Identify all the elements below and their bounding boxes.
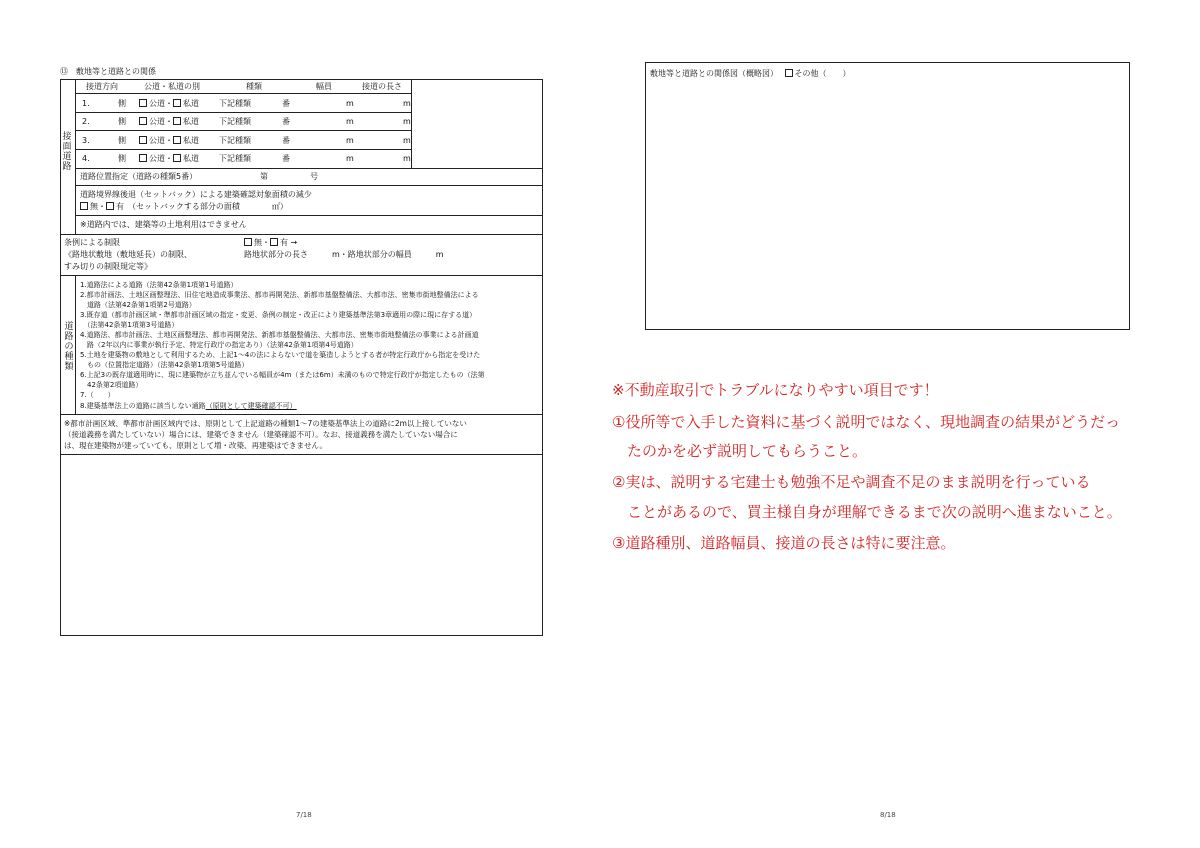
page-number-right: 8/18 — [880, 811, 896, 819]
warning-line: ③道路種別、道路幅員、接道の長さは特に要注意。 — [612, 534, 956, 552]
ordinance-options: 無・ 有 → — [244, 238, 297, 248]
note-line: ※都市計画区域、準都市計画区域内では、原則として上記道路の種類1～7の建築基準法上の道路に2m以上接していない — [64, 419, 467, 428]
warning-line: たのかを必ず説明してもらうこと。 — [612, 442, 868, 460]
road-kind-item: 道路（法第42条第1項第2号道路） — [80, 301, 196, 309]
position-go: 号 — [310, 172, 318, 181]
ordinance-title: 条例による制限 — [64, 238, 120, 247]
ordinance-line3: すみ切りの制限規定等》 — [64, 262, 152, 271]
side-label-kind: 道路の種類 — [64, 322, 74, 372]
setback-yes-checkbox[interactable] — [106, 202, 114, 210]
road-kind-item: （法第42条第1項第3号道路） — [80, 321, 179, 329]
public-checkbox[interactable] — [139, 154, 147, 162]
section-title: ⑬ 敷地等と道路との関係 — [60, 67, 156, 76]
setback-options: 無・ 有 （セットバックする部分の面積 ㎡） — [80, 202, 288, 212]
warning-line: ことがあるので、買主様自身が理解できるまで次の説明へ進まないこと。 — [612, 503, 1122, 521]
diagram-box[interactable] — [645, 62, 1130, 330]
road-kind-item: もの（位置指定道路）（法第42条第1項第5号道路） — [80, 361, 249, 369]
warning-line: ②実は、説明する宅建士も勉強不足や調査不足のまま説明を行っている — [612, 473, 1091, 491]
note-line: は、現在建築物が建っていても、原則として増・改築、再建築はできません。 — [64, 441, 327, 450]
ordinance-line2: 《路地状敷地（敷地延長）の制限、 — [64, 250, 192, 259]
header-length: 接道の長さ — [362, 82, 402, 91]
header-kind: 種類 — [246, 82, 262, 91]
road-kind-item: 路（2年以内に事業が執行予定、特定行政庁の指定あり）（法第42条第1項第4号道路） — [80, 341, 358, 349]
header-direction: 接道方向 — [86, 82, 118, 91]
road-kind-item: 3.既存道（都市計画区域・準都市計画区域の指定・変更、条例の制定・改正により建築基準法第3章適用の際に現に存する道） — [80, 311, 477, 319]
other-checkbox[interactable] — [785, 69, 793, 77]
road-kind-item: 6.上記3の既存道適用時に、現に建築物が立ち並んでいる幅員が4m（または6m）未満のもので特定行政庁が指定したもの（法第 — [80, 371, 485, 379]
note-line: （接道義務を満たしていない）場合には、建築できません（建築確認不可）。なお、接道義務を満たしていない場合に — [64, 430, 458, 439]
page-number-left: 7/18 — [296, 811, 312, 819]
private-checkbox[interactable] — [173, 136, 181, 144]
private-checkbox[interactable] — [173, 154, 181, 162]
public-checkbox[interactable] — [139, 117, 147, 125]
road-kind-item: 4.道路法、都市計画法、土地区画整理法、都市再開発法、新都市基盤整備法、大都市法、密集市街地整備法の事業による計画道 — [80, 331, 479, 339]
road-kind-item: 2.都市計画法、土地区画整理法、旧住宅地造成事業法、都市再開発法、新都市基盤整備法、大都市法、密集市街地整備法による — [80, 291, 479, 299]
setback-note: ※道路内では、建築等の土地利用はできません — [80, 220, 247, 229]
position-designation: 道路位置指定（道路の種類5番） — [80, 172, 198, 181]
road-kind-item: 5.土地を建築物の敷地として利用するため、上記1～4の法によらないで道を築造しようとする者が特定行政庁から指定を受けた — [80, 351, 481, 359]
diagram-title: 敷地等と道路との関係図（概略図） その他（ ） — [650, 69, 851, 78]
ordinance-length: 路地状部分の長さ m・路地状部分の幅員 m — [244, 250, 444, 259]
warning-line: ※不動産取引でトラブルになりやすい項目です！ — [612, 381, 939, 399]
public-checkbox[interactable] — [139, 99, 147, 107]
road-kind-item: 8.建築基準法上の道路に該当しない通路（原則として建築確認不可） — [80, 402, 297, 410]
setback-title: 道路境界線後退（セットバック）による建築確認対象面積の減少 — [80, 190, 312, 199]
private-checkbox[interactable] — [173, 117, 181, 125]
road-kind-item: 1.道路法による道路（法第42条第1項第1号道路） — [80, 281, 238, 289]
header-width: 幅員 — [316, 82, 332, 91]
side-label-road: 接面道路 — [62, 132, 72, 172]
private-checkbox[interactable] — [173, 99, 181, 107]
road-kind-item: 7.（ ） — [80, 391, 115, 399]
ordinance-yes-checkbox[interactable] — [270, 238, 278, 246]
ordinance-none-checkbox[interactable] — [244, 238, 252, 246]
warning-line: ①役所等で入手した資料に基づく説明ではなく、現地調査の結果がどうだっ — [612, 413, 1121, 431]
setback-none-checkbox[interactable] — [80, 202, 88, 210]
public-checkbox[interactable] — [139, 136, 147, 144]
header-public-private: 公道・私道の別 — [144, 82, 200, 91]
road-kind-item: 42条第2項道路） — [80, 381, 143, 389]
position-dai: 第 — [260, 172, 268, 181]
